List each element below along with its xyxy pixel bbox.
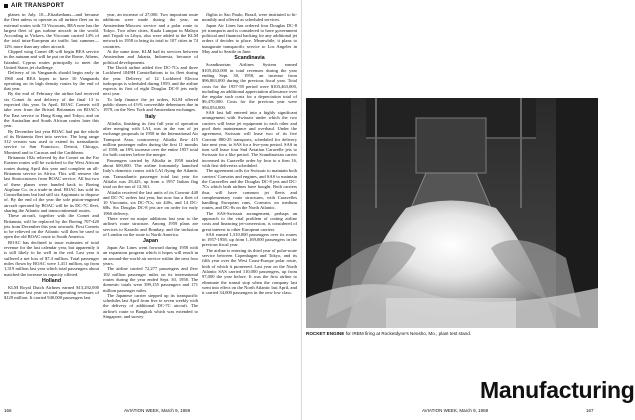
paragraph: Passengers carried by Alitalia in 1958 totaled about 600,000. The airline fortunately launched Italy's domestic routes with LAI flying the Atlantic run. Transatlantic passenger total last year for Alitalia was 28,425, up from a 1957 Italian flag total on the run of 12,361. <box>103 157 198 190</box>
section-tag <box>4 3 64 9</box>
section-banner: Manufacturing <box>480 377 635 403</box>
paragraph: The SAS-Swissair arrangement, perhaps an approach to the vital problem of cutting airline costs and financing jet-conversion, is considered of great interest to other European carriers. <box>202 210 297 232</box>
paragraph: Clipped wing Comet 4B will begin BEA service in the autumn and will be put on the Rome, Athens, Istanbul, Cyprus routes principally to meet the United States jet challenge. <box>4 49 99 70</box>
column-3-body <box>202 12 297 54</box>
paragraph: Japan Air Lines went forward during 1958 with an expansion program which it hopes will result in an around-the-world air service within the next four years. <box>103 245 198 267</box>
paragraph: The airline is entering its third year of polar-route service between Copenhagen and Tokyo, and its fifth year over the West Coast-Europe polar route, both of which it pioneered. Last year on the North Atlantic SAS carried 110,000 passengers, up from 97,000 the year before. It was the first airline to eliminate the transit stop when the company last went into effect on the North Atlantic last April, and it carried 34,000 passengers in the new low class. <box>202 247 297 296</box>
paragraph: KLM Royal Dutch Airlines earned $13,292,000 net income last year on total operating revenues of $129 million. It carried 940,000 passengers last <box>4 284 99 301</box>
paragraph: SAS earned 1,310,000 passengers over its routes in 1957-1958, up from 1,169,000 passengers in the previous fiscal year. <box>202 231 297 248</box>
paragraph: Alitalia received the last units of its Convair 440 and DC-7C orders last year, but now has a fleet of 10 Viscounts, six DC-7Cs, six 440s, and 14 DC-6Bs. Six Douglas DC-8 jets are on order for early 1960 delivery. <box>103 189 198 216</box>
column-1-body <box>4 12 99 277</box>
left-page <box>0 0 302 420</box>
caption-bold: ROCKET ENGINE <box>306 331 345 336</box>
paragraph: These aircraft, together with the Comet and Britannia, will be replaced by the Boeing 707-420 jets from December this year onwards. First Comets to be relieved on the Atlantic will then be used to open the old BOAC route to South America. <box>4 213 99 240</box>
caption-text: for IRBM firing at Rocketdyne's Neosho, Mo., plant test stand. <box>345 331 472 336</box>
rocket-test-stand-image <box>306 98 598 328</box>
paragraph: By the end of February the airline had received six Comet 4s and delivery of the final 13 is expected this year. In April, BOAC Comets will take over from the Bristol Britannias on BOAC's Far East service to Hong Kong and Tokyo, and on the Australian and South African routes later this year. <box>4 91 99 129</box>
column-1 <box>4 12 99 301</box>
paragraph: SAS last fall entered into a highly significant arrangement with Swissair under which the two carriers will lease jet equipment to each other and pool their maintenance and overhaul. Under the agreement, Swissair will lease two of its five Convair 880-25 transports, scheduled for delivery late next year, to SAS for a five-year period. SAS in turn will lease four Sud Aviation Caravelle jets to Swissair for a like period. The Scandinavian carrier increased its Caravelle order by four to a firm 16, with first deliveries scheduled. <box>202 110 297 169</box>
paragraph: planes in July. 10—Elizabethans—and because the fleet unless to operate as all turbine fleet on its external routes with 74 Viscounts, BEA now has the largest fleet of gas turbine aircraft in the world. According to Vickers, the Viscount carried 14% of the total intra-European air traffic last summer—12% more than any other aircraft. <box>4 12 99 49</box>
right-page <box>302 0 635 420</box>
paragraph: The Dutch airline added five DC-7Cs and three Lockheed 1049H Constellations to its fleet during the year. Delivery of 12 Lockheed Electra turboprops is scheduled during 1959, and the airline expects its first of eight Douglas DC-8 jets early next year. <box>103 64 198 97</box>
subhead-holland: Holland <box>41 277 62 284</box>
paragraph: year, an increase of 27,000. Two important route additions were made during the year, an Amsterdam-Moscow service and a polar route to Tokyo. Two other cities, Kuala Lumpur in Malaya and Tripoli in Libya, also were added to the KLM network in 1958 to bring its total to 107 cities in 74 countries. <box>103 12 198 49</box>
subhead-scandinavia: Scandinavia <box>234 55 265 62</box>
paragraph: flights to Sao Paulo, Brazil, were instituted to bi-monthly and offered as scheduled services. <box>202 12 297 23</box>
paragraph: The Japanese carrier stepped up its transpacific schedules last April from five to seven weekly with the delivery of additional DC-7C aircraft. The airline's route to Bangkok which was extended to Singapore, and survey <box>103 292 198 320</box>
page-number-right: 167 <box>586 408 594 413</box>
paragraph: The airline carried 72,277 passengers and flew 102 million passenger miles on its international routes during the year ended Sept. 30, 1958. The domestic totals were 399,155 passengers and 171 million passenger miles. <box>103 266 198 293</box>
folio-right: AVIATION WEEK, March 9, 1959 <box>422 408 489 413</box>
page-number-left: 166 <box>4 408 12 413</box>
paragraph: There were no major additions last year to the airline's route structure. Among 1959 plans are services to Karachi and Bombay, and the inclusion of London on the route to North America. <box>103 215 198 237</box>
column-2 <box>103 12 198 319</box>
subhead-japan: Japan <box>143 238 158 245</box>
column-3-scandinavia-body <box>202 62 297 295</box>
paragraph: BOAC has declined to issue estimates of total revenue for the last calendar year, but apparently it is still likely to be well in the red. Last year it suffered a net loss of $7.4 million. Total passenger miles flown by BOAC were 1,411 million, up from 1,319 million last year which total passengers about matched the increase in capacity offered. <box>4 239 99 277</box>
rocket-engine-photo <box>306 98 598 328</box>
paragraph: Scandinavian Airlines System earned $105,463,000 in total revenues during the year ending Sept. 30, 1958, an increase from $96,863,000 during the previous fiscal year. Total costs for the 1957-58 period were $103,463,000, including an additional appreciation allowance over the regular such costs for a depreciation total of $9,470,000. Costs for the previous year were $94,054,000. <box>202 62 297 110</box>
paragraph: Japan Air Lines has ordered four Douglas DC-8 jet transports and is considered to have government political and financial backing for any additional jet orders if decides to place. Meanwhile, it plans to inaugurate transpacific service to Los Angeles in May and to Seattle in June. <box>202 22 297 55</box>
photo-caption <box>306 331 506 337</box>
section-title: AIR TRANSPORT <box>11 3 65 9</box>
folio-left: AVIATION WEEK, March 9, 1959 <box>124 408 191 413</box>
paragraph: At the same time, KLM had its services between Amsterdam and Jakarta, Indonesia, because of political developments. <box>103 49 198 65</box>
paragraph: By December last year BOAC had put the whole of its Britannia fleet into service. The long range 312 version was used to extend its transatlantic service to San Francisco, Detroit, Chicago, Montreal and to Caracas and the Caribbean. <box>4 128 99 155</box>
paragraph: Delivery of its Vanguards should begin early in 1960 and BEA hopes to have 10 Vanguards operating on its high density routes by the end of that year. <box>4 70 99 92</box>
column-2-italy-body <box>103 121 198 238</box>
square-bullet-icon <box>4 4 8 8</box>
column-2-body <box>103 12 198 113</box>
paragraph: To help finance the jet orders, KLM offered public shares of 4½% convertible debentures due in 1979, on the New York and Amsterdam exchanges. <box>103 96 198 113</box>
paragraph: Alitalia, finishing its first full year of operation after merging with LAI, was in the van of jet exchange proposals in 1958 in the International Air Transport Assn. controversy. Alitalia flew 415 million passenger miles during the first 11 months of 1958, an 18% increase over the entire 1957 total for both carriers before the merger. <box>103 120 198 158</box>
column-3 <box>202 12 297 295</box>
paragraph: Britannia 102s relieved by the Comet on the Far Eastern routes will be switched to the West African routes during April this year and complete an all-Britannia service in Africa. This will remove the last Stratocruisers from BOAC service. All but two of these planes were handed back to Boeing Airplane Co. in a trade-in deal. BOAC has sold its Constellations but had still six Argonauts to dispose of. By the end of the year the sole piston-engined aircraft operated by BOAC will be its DC-7C fleet, sharing the Atlantic and transcontinental routes. <box>4 155 99 213</box>
column-1-holland-body <box>4 285 99 301</box>
column-2-japan-body <box>103 245 198 319</box>
subhead-italy: Italy <box>145 113 156 120</box>
paragraph: The agreement calls for Swissair to maintain both carriers' Convairs and engines, and SAS to maintain the Caravelles and the Douglas DC-8 jets and DC-7Cs which both airlines have bought. Both carriers thus will have common jet fleets and complementary route structures, with Caravelles handling European runs, Convairs on medium routes, and DC-8s on the North Atlantic. <box>202 168 297 211</box>
